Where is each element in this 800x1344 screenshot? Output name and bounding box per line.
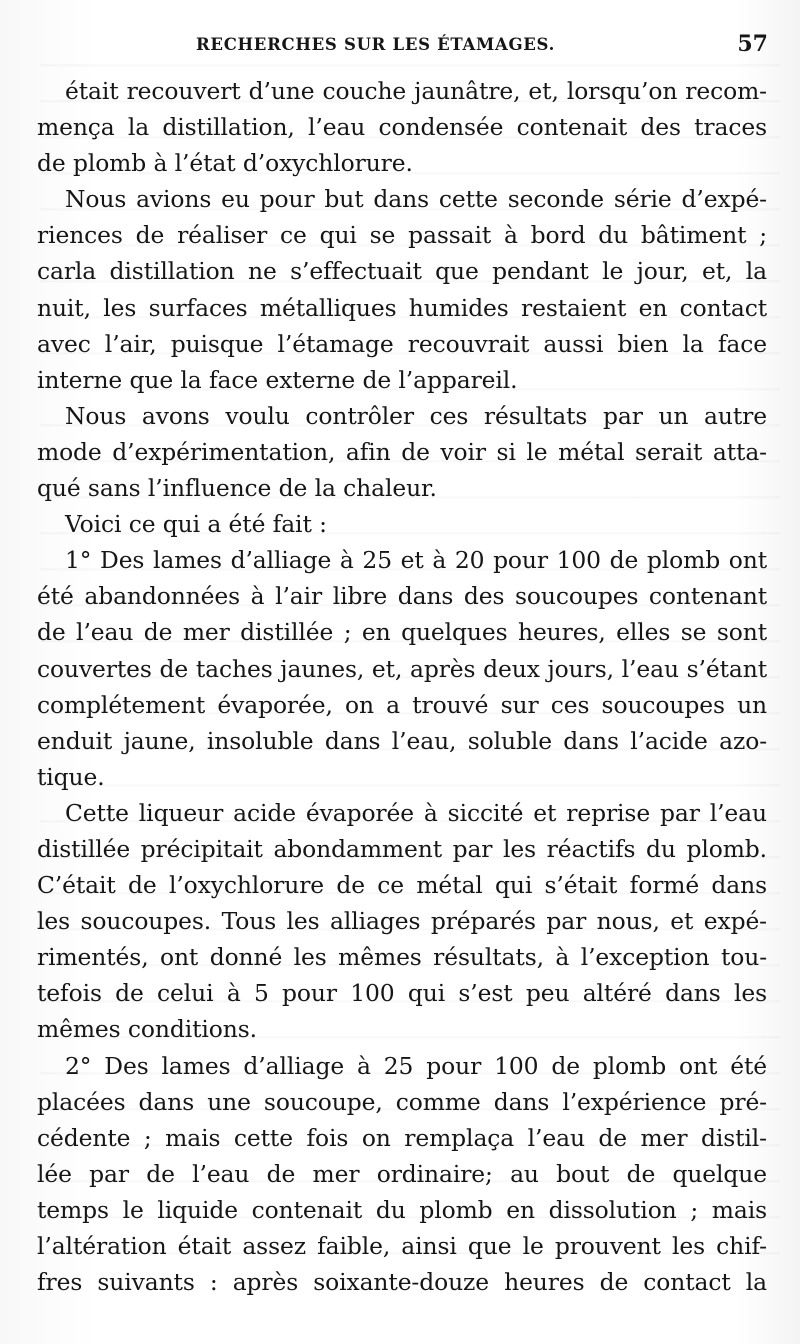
text-line: couvertes de taches jaunes, et, après deux jours, l’eau s’étant — [37, 654, 767, 683]
text-line: enduit jaune, insoluble dans l’eau, soluble dans l’acide azo- — [37, 726, 767, 755]
text-line: lée par de l’eau de mer ordinaire; au bout de quelque — [37, 1159, 767, 1188]
text-line: Nous avons voulu contrôler ces résultats par un autre — [65, 401, 767, 430]
text-line: 2° Des lames d’alliage à 25 pour 100 de plomb ont été — [65, 1051, 767, 1080]
text-line: fres suivants : après soixante-douze heures de contact la — [37, 1268, 767, 1297]
running-head: RECHERCHES SUR LES ÉTAMAGES. — [196, 35, 556, 54]
text-line: de l’eau de mer distillée ; en quelques heures, elles se sont — [37, 618, 767, 647]
text-line: interne que la face externe de l’appareil. — [37, 365, 518, 394]
text-line: temps le liquide contenait du plomb en dissolution ; mais — [37, 1195, 767, 1224]
text-line: placées dans une soucoupe, comme dans l’expérience pré- — [37, 1087, 767, 1116]
text-line: mença la distillation, l’eau condensée contenait des traces — [37, 113, 767, 142]
page-header — [40, 31, 768, 65]
page-number: 57 — [737, 31, 768, 57]
text-line: distillée précipitait abondamment par les réactifs du plomb. — [37, 834, 767, 863]
text-line: était recouvert d’une couche jaunâtre, et, lorsqu’on recom- — [65, 77, 767, 105]
text-line: riences de réaliser ce qui se passait à bord du bâtiment ; — [37, 221, 767, 250]
text-line: avec l’air, puisque l’étamage recouvrait aussi bien la face — [37, 329, 767, 358]
text-line: C’était de l’oxychlorure de ce métal qui s’était formé dans — [37, 871, 767, 900]
text-line: carla distillation ne s’effectuait que pendant le jour, et, la — [37, 257, 767, 286]
text-line: complétement évaporée, on a trouvé sur ces soucoupes un — [37, 690, 767, 719]
paragraph — [37, 1048, 767, 1301]
paragraph — [37, 506, 767, 542]
paragraph — [37, 73, 767, 181]
text-line: tefois de celui à 5 pour 100 qui s’est peu altéré dans les — [37, 979, 767, 1008]
text-line: 1° Des lames d’alliage à 25 et à 20 pour 100 de plomb ont — [65, 546, 767, 575]
text-line: rimentés, ont donné les mêmes résultats, à l’exception tou- — [37, 943, 767, 972]
text-line: mêmes conditions. — [37, 1015, 257, 1044]
paragraph — [37, 398, 767, 506]
text-line: l’altération était assez faible, ainsi que le prouvent les chif- — [37, 1232, 767, 1260]
text-line: qué sans l’influence de la chaleur. — [37, 474, 437, 503]
text-line: mode d’expérimentation, afin de voir si le métal serait atta- — [37, 437, 767, 466]
text-line: Voici ce qui a été fait : — [65, 510, 327, 539]
text-line: Cette liqueur acide évaporée à siccité et reprise par l’eau — [65, 798, 767, 827]
text-line: tique. — [37, 762, 105, 791]
text-line: de plomb à l’état d’oxychlorure. — [37, 149, 413, 178]
text-line: été abandonnées à l’air libre dans des soucoupes contenant — [37, 582, 767, 611]
paragraph — [37, 181, 767, 398]
body-text — [37, 73, 767, 1300]
text-line: les soucoupes. Tous les alliages préparés par nous, et expé- — [37, 907, 767, 936]
text-line: cédente ; mais cette fois on remplaça l’eau de mer distil- — [37, 1123, 767, 1152]
paragraph — [37, 542, 767, 795]
text-line: nuit, les surfaces métalliques humides restaient en contact — [37, 293, 767, 322]
paragraph — [37, 795, 767, 1048]
text-line: Nous avions eu pour but dans cette seconde série d’expé- — [65, 185, 767, 214]
